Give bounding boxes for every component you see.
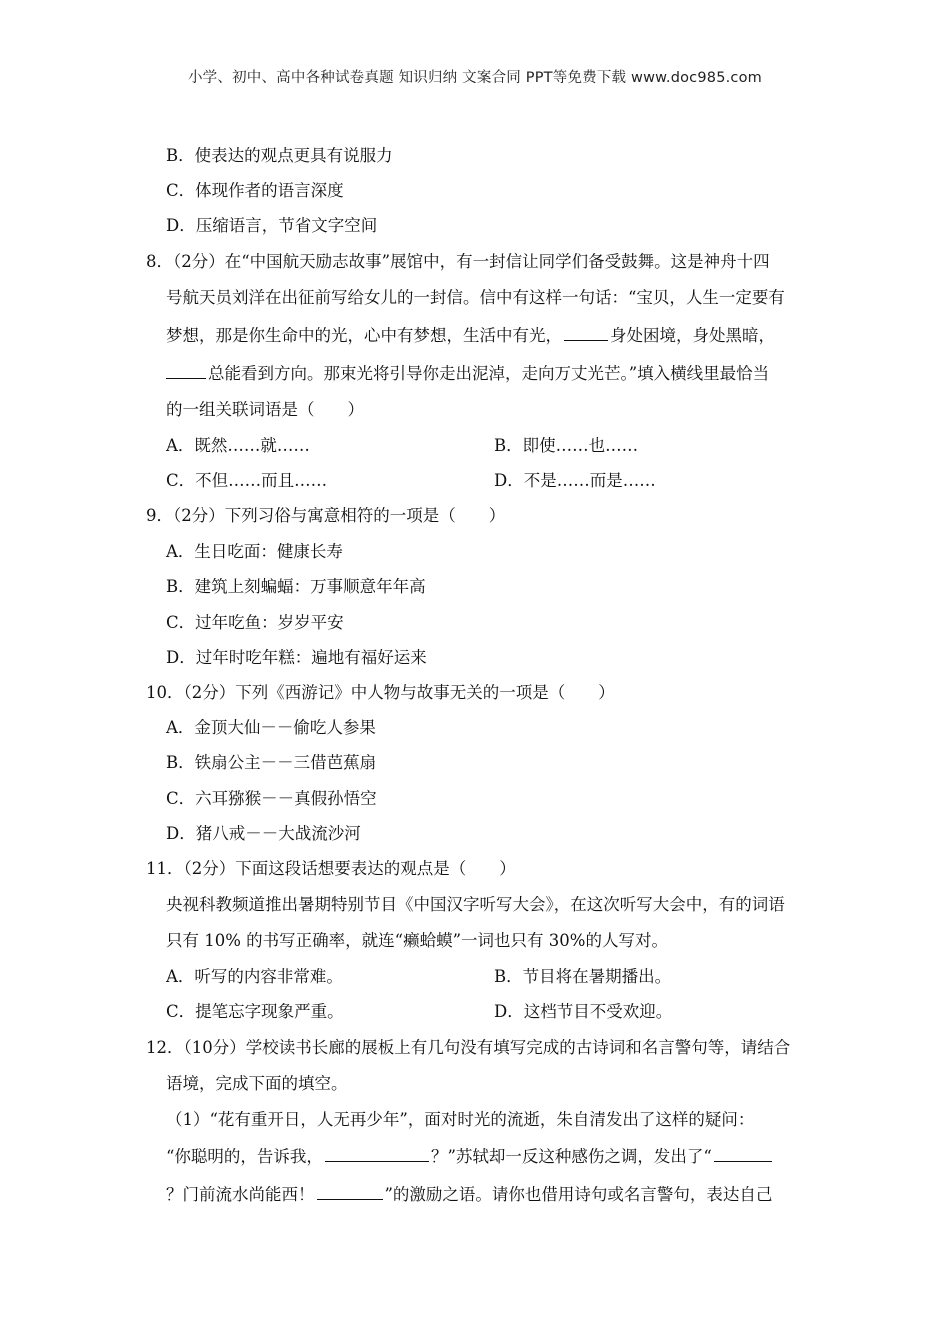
q7-option-b: B．使表达的观点更具有说服力 [166, 146, 393, 165]
q7-option-d: D．压缩语言，节省文字空间 [166, 216, 378, 235]
q9-option-b: B．建筑上刻蝙蝠：万事顺意年年高 [166, 577, 426, 596]
q10-option-d: D．猪八戒－－大战流沙河 [166, 824, 361, 843]
q10-stem: 10．（2分）下列《西游记》中人物与故事无关的一项是（ ） [146, 683, 615, 702]
q8-stem-line5: 的一组关联词语是（ ） [166, 400, 364, 419]
q10-option-b: B．铁扇公主－－三借芭蕉扇 [166, 753, 377, 772]
q12-blank-2[interactable] [714, 1145, 772, 1162]
page-header: 小学、初中、高中各种试卷真题 知识归纳 文案合同 PPT等免费下载 www.doc985.com [187, 70, 763, 86]
q12-line5-text-a: ？门前流水尚能西！ [166, 1185, 315, 1204]
q11-passage-line2: 只有 10% 的书写正确率，就连“癞蛤蟆”一词也只有 30%的人写对。 [166, 931, 668, 950]
q12-stem-line2: 语境，完成下面的填空。 [166, 1074, 348, 1093]
q9-option-c: C．过年吃鱼：岁岁平安 [166, 613, 344, 632]
q10-option-a: A．金顶大仙－－偷吃人参果 [166, 718, 376, 737]
q7-option-c: C．体现作者的语言深度 [166, 181, 344, 200]
q8-option-c: C．不但……而且…… [166, 471, 328, 490]
q9-option-d: D．过年时吃年糕：遍地有福好运来 [166, 648, 427, 667]
q12-line5-text-b: ”的激励之语。请你也借用诗句或名言警句，表达自己 [384, 1185, 773, 1204]
q12-part1-line3 [166, 1183, 772, 1206]
q8-blank-2[interactable] [166, 362, 206, 379]
q12-line4-text-a: “你聪明的，告诉我， [166, 1147, 323, 1166]
q12-part1-line2 [166, 1145, 774, 1168]
q10-option-c: C．六耳猕猴－－真假孙悟空 [166, 789, 377, 808]
q11-stem: 11．（2分）下面这段话想要表达的观点是（ ） [146, 859, 516, 878]
q8-stem-line3 [166, 324, 775, 347]
q11-option-a: A．听写的内容非常难。 [166, 967, 343, 986]
q9-stem: 9．（2分）下列习俗与寓意相符的一项是（ ） [146, 506, 506, 525]
q11-option-d: D．这档节目不受欢迎。 [494, 1002, 673, 1021]
q8-stem-line1: 8．（2分）在“中国航天励志故事”展馆中，有一封信让同学们备受鼓舞。这是神舟十四 [146, 252, 770, 271]
q12-blank-3[interactable] [317, 1183, 383, 1200]
q9-option-a: A．生日吃面：健康长寿 [166, 542, 343, 561]
q8-line4-text: 总能看到方向。那束光将引导你走出泥淖，走向万丈光芒。”填入横线里最恰当 [208, 364, 770, 383]
q8-line3-text-a: 梦想，那是你生命中的光，心中有梦想，生活中有光， [166, 326, 562, 345]
q11-option-c: C．提笔忘字现象严重。 [166, 1002, 344, 1021]
q8-option-b: B．即使……也…… [494, 436, 639, 455]
q11-option-b: B．节目将在暑期播出。 [494, 967, 672, 986]
q11-passage-line1: 央视科教频道推出暑期特别节目《中国汉字听写大会》，在这次听写大会中，有的词语 [166, 895, 785, 914]
q8-option-a: A．既然……就…… [166, 436, 310, 455]
q8-line3-text-b: 身处困境，身处黑暗， [610, 326, 775, 345]
q8-stem-line2: 号航天员刘洋在出征前写给女儿的一封信。信中有这样一句话：“宝贝，人生一定要有 [166, 288, 785, 307]
q12-blank-1[interactable] [325, 1145, 429, 1162]
q12-stem-line1: 12．（10分）学校读书长廊的展板上有几句没有填写完成的古诗词和名言警句等，请结合 [146, 1038, 791, 1057]
q8-stem-line4 [166, 362, 769, 385]
q12-line4-text-b: ？”苏轼却一反这种感伤之调，发出了“ [430, 1147, 712, 1166]
q8-option-d: D．不是……而是…… [494, 471, 656, 490]
q12-part1-line1: （1）“花有重开日，人无再少年”，面对时光的流逝，朱自清发出了这样的疑问： [166, 1110, 755, 1129]
q8-blank-1[interactable] [564, 324, 608, 341]
